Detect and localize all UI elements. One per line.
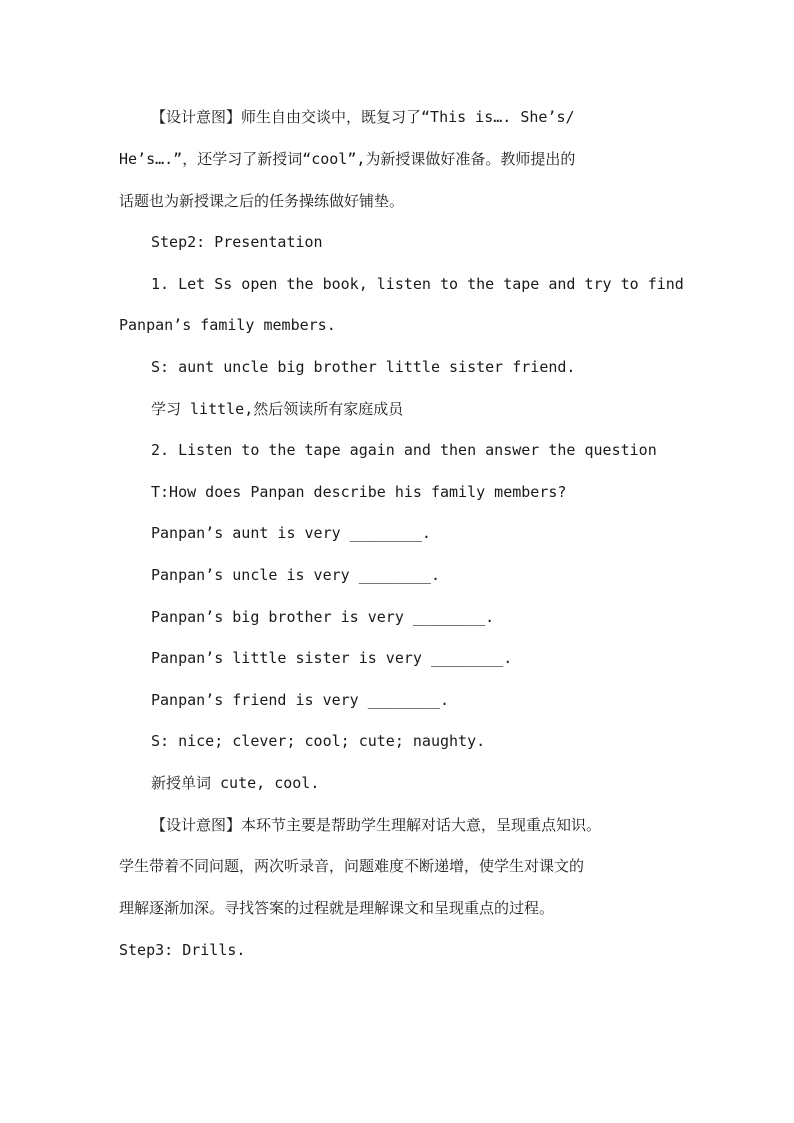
fill-in-little-sister: Panpan’s little sister is very ________.	[151, 649, 513, 667]
instruction-2: 2. Listen to the tape again and then answer the question	[151, 441, 657, 459]
design-intent-paragraph-2-line-3: 理解逐渐加深。寻找答案的过程就是理解课文和呈现重点的过程。	[119, 899, 555, 917]
student-answer-adjectives: S: nice; clever; cool; cute; naughty.	[151, 732, 486, 750]
design-intent-paragraph-1-line-3: 话题也为新授课之后的任务操练做好铺垫。	[119, 192, 405, 210]
step2-heading: Step2: Presentation	[151, 233, 323, 251]
step3-heading: Step3: Drills.	[119, 941, 246, 959]
design-intent-paragraph-1-line-1: 【设计意图】师生自由交谈中，既复习了“This is…. She’s/	[151, 108, 575, 126]
teacher-question: T:How does Panpan describe his family members?	[151, 483, 567, 501]
new-words-note: 新授单词 cute, cool.	[151, 774, 320, 792]
fill-in-aunt: Panpan’s aunt is very ________.	[151, 524, 431, 542]
fill-in-uncle: Panpan’s uncle is very ________.	[151, 566, 440, 584]
fill-in-friend: Panpan’s friend is very ________.	[151, 691, 450, 709]
design-intent-paragraph-1-line-2: He’s….”，还学习了新授词“cool”,为新授课做好准备。教师提出的	[119, 150, 576, 168]
student-answer-family-members: S: aunt uncle big brother little sister friend.	[151, 358, 576, 376]
design-intent-paragraph-2-line-1: 【设计意图】本环节主要是帮助学生理解对话大意，呈现重点知识。	[151, 816, 602, 834]
design-intent-paragraph-2-line-2: 学生带着不同问题，两次听录音，问题难度不断递增，使学生对课文的	[119, 857, 585, 875]
instruction-1-line-1: 1. Let Ss open the book, listen to the tape and try to find	[151, 275, 684, 293]
instruction-1-line-2: Panpan’s family members.	[119, 316, 336, 334]
teaching-note-little: 学习 little,然后领读所有家庭成员	[151, 400, 404, 418]
fill-in-big-brother: Panpan’s big brother is very ________.	[151, 608, 495, 626]
